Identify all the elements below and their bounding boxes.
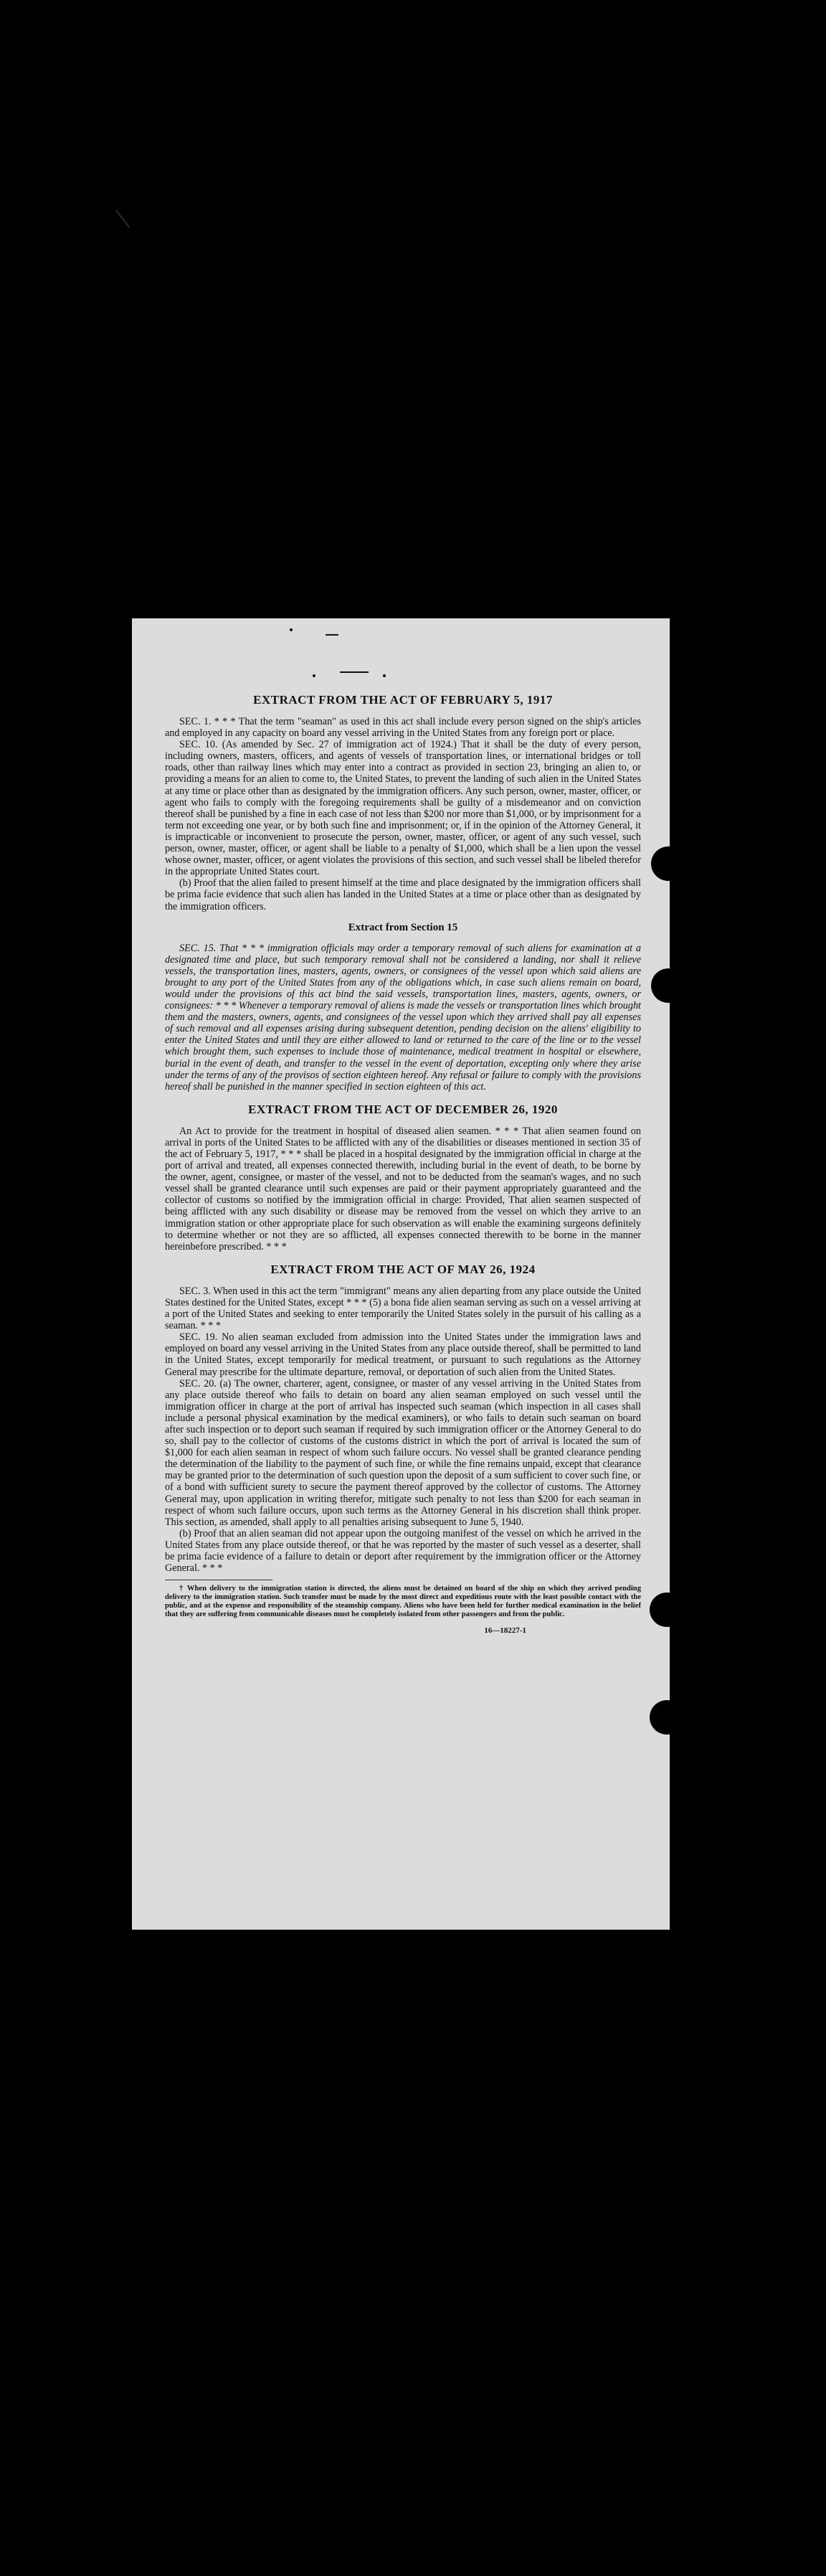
section-paragraph: (b) Proof that an alien seaman did not appear upon the outgoing manifest of the vessel on which he arrived in the United States from any place outside thereof, or that he was reported by the master of such vessel as a deserter, shall be prima facie evidence of a failure to detain or deport after requirement by the immigration officer or the Attorney General. * * * [165,1527,641,1575]
section-paragraph: (b) Proof that the alien failed to present himself at the time and place designated by the immigration officers shall be prima facie evidence that such alien has landed in the United States at a time or place other than as designated by the immigration officers. [165,877,641,912]
scan-mark [290,628,293,631]
document-page [132,618,670,1930]
top-margin [165,618,641,693]
punch-hole [651,846,670,881]
scan-mark [340,671,369,673]
footnote-text: † When delivery to the immigration station is directed, the aliens must be detained on board of the ship on which they arrived pending delivery to the immigration station. Such transfer must be made by the most direct and expeditious route with the least possible contact with the public, and at the expense and responsibility of the steamship company. Aliens who have been held for further medical examination in the belief that they are suffering from communicable diseases must be completely isolated from other passengers and from the public. [165,1585,641,1619]
footnote [165,1585,641,1619]
scan-mark [313,674,315,677]
section-heading: EXTRACT FROM THE ACT OF FEBRUARY 5, 1917 [253,693,553,707]
print-code: 16—18227-1 [484,1626,526,1636]
scan-mark [383,674,386,677]
section-paragraph: SEC. 15. That * * * immigration officials may order a temporary removal of such aliens for examination at a designated time and place, but such temporary removal shall not be considered a landing, nor shall it relieve vessels, the transportation lines, masters, agents, owners, or consignees of the vessel upon which said aliens are brought to any port of the United States from any of the obligations which, in case such aliens remain on board, would under the provisions of this act bind the said vessels, transportation lines, masters, agents, owners, or consignees: * * * Whenever a temporary removal of aliens is made the vessels or transportation lines which brought them and the masters, owners, agents, and consignees of the vessel upon which they arrived shall pay all expenses of such removal and all expenses arising during subsequent detention, pending decision on the aliens' eligibility to enter the United States and until they are either allowed to land or returned to the care of the line or to the vessel which brought them, such expenses to include those of maintenance, medical treatment in hospital or elsewhere, burial in the event of death, and transfer to the vessel in the event of deportation, excepting only where they arise under the terms of any of the provisos of section eighteen hereof. Any refusal or failure to comply with the provisions hereof shall be punished in the manner specified in section eighteen of this act. [165,942,641,1093]
punch-hole [650,1593,670,1627]
section-heading: EXTRACT FROM THE ACT OF MAY 26, 1924 [270,1262,536,1276]
section-heading: EXTRACT FROM THE ACT OF DECEMBER 26, 1920 [248,1102,558,1116]
section-paragraph: SEC. 3. When used in this act the term "immigrant" means any alien departing from any place outside the United States destined for the United States, except * * * (5) a bona fide alien seaman serving as such on a vessel arriving at a port of the United States and seeking to enter temporarily the United States solely in the pursuit of his calling as a seaman. * * * [165,1285,641,1332]
section-paragraph: SEC. 1. * * * That the term "seaman" as used in this act shall include every person signed on the ship's articles and employed in any capacity on board any vessel arriving in the United States from any foreign port or place. [165,716,641,740]
section-paragraph: SEC. 10. (As amended by Sec. 27 of immigration act of 1924.) That it shall be the duty of every person, including owners, masters, officers, and agents of vessels of transportation lines, or international bridges or toll roads, other than railway lines which may enter into a contract as provided in section 23, bringing an alien to, or providing a means for an alien to come to, the United States, to prevent the landing of such alien in the United States at any time or place other than as designated by the immigration officers. Any such person, owner, master, officer, or agent who fails to comply with the foregoing requirements shall be guilty of a misdemeanor and on conviction thereof shall be punished by a fine in each case of not less than $200 nor more than $1,000, or by imprisonment for a term not exceeding one year, or by both such fine and imprisonment; or, if in the opinion of the Attorney General, it is impracticable or inconvenient to prosecute the person, owner, master, officer, or agent of any such vessel, such person, owner, master, officer, or agent shall be liable to a penalty of $1,000, which shall be a lien upon the vessel whose owner, master, officer, or agent violates the provisions of this section, and such vessel shall be libeled therefor in the appropriate United States court. [165,739,641,878]
punch-hole [650,1700,670,1735]
subsection-heading: Extract from Section 15 [348,921,458,933]
section-paragraph: An Act to provide for the treatment in hospital of diseased alien seamen. * * * That alien seamen found on arrival in ports of the United States to be afflicted with any of the disabilities or diseases mentioned in section 35 of the act of February 5, 1917, * * * shall be placed in a hospital designated by the immigration official in charge at the port of arrival and treated, all expenses connected therewith, including burial in the event of death, to be borne by the owner, agent, consignee, or master of the vessel, and not to be deducted from the seaman's wages, and no such vessel shall be granted clearance until such expenses are paid or their payment appropriately guaranteed and the collector of customs so notified by the immigration official in charge: Provided, That alien seamen suspected of being afflicted with any such disability or disease may be removed from the vessel on which they arrive to an immigration station or other appropriate place for such observation as will enable the examining surgeons definitely to determine whether or not they are so afflicted, all expenses connected therewith to be borne in the manner hereinbefore prescribed. * * * [165,1125,641,1252]
scan-speck [115,210,130,228]
punch-hole [651,968,670,1003]
section-paragraph: SEC. 20. (a) The owner, charterer, agent, consignee, or master of any vessel arriving in the United States from any place outside thereof who fails to detain on board any alien seaman employed on such vessel until the immigration officer in charge at the port of arrival has inspected such seaman (which inspection in all cases shall include a personal physical examination by the medical examiners), or who fails to detain such seaman on board after such inspection or to deport such seaman if required by such immigration officer or the Attorney General to do so, shall pay to the collector of customs of the customs district in which the port of arrival is located the sum of $1,000 for each alien seaman in respect of whom such failure occurs. No vessel shall be granted clearance pending the determination of the liability to the payment of such fine, or while the fine remains unpaid, except that clearance may be granted prior to the determination of such question upon the deposit of a sum sufficient to cover such fine, or of a bond with sufficient surety to secure the payment thereof approved by the collector of customs. The Attorney General may, upon application in writing therefor, mitigate such penalty to not less than $200 for each seaman in respect of whom such failure occurs, upon such terms as the Attorney General in his discretion shall think proper. This section, as amended, shall apply to all penalties arising subsequent to June 5, 1940. [165,1377,641,1528]
scan-mark [326,634,338,636]
section-paragraph: SEC. 19. No alien seaman excluded from admission into the United States under the immigration laws and employed on board any vessel arriving in the United States from any place outside thereof, shall be permitted to land in the United States, except temporarily for medical treatment, or pursuant to such regulations as the Attorney General may prescribe for the ultimate departure, removal, or deportation of such alien from the United States. [165,1331,641,1378]
